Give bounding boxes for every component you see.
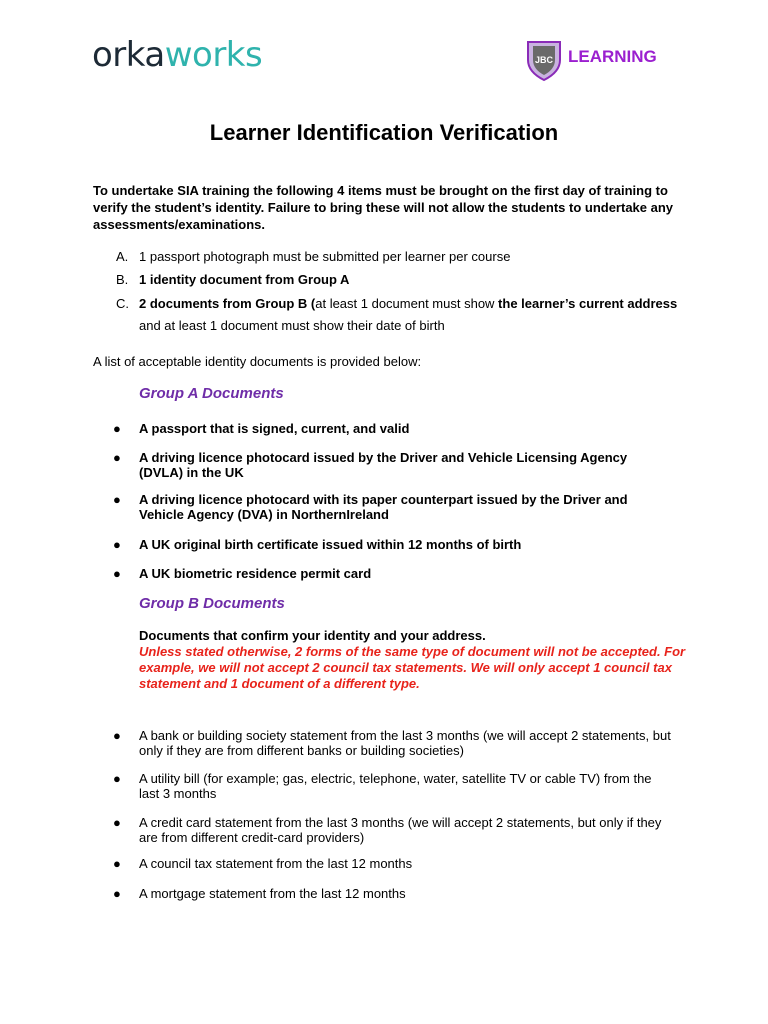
group-b-description [139,628,689,692]
requirement-text: and at least 1 document must show their date of birth [139,318,445,333]
group-a-heading: Group A Documents [139,385,284,402]
requirement-text: 2 documents from Group B (at least 1 document must show the learner’s current address [139,296,678,311]
requirement-text: 1 passport photograph must be submitted per learner per course [139,249,511,264]
bullet-icon: ● [113,450,121,465]
group-b-warning: Unless stated otherwise, 2 forms of the same type of document will not be accepted. For example, we will not accept 2 council tax statements. We will only accept 1 council tax statement and 1 document of a different type. [139,644,686,691]
page-title: Learner Identification Verification [209,120,559,145]
logo-orka-text: orka [92,35,165,75]
group-b-subtitle: Documents that confirm your identity and your address. [139,628,486,643]
requirement-letter: A. [116,249,129,264]
logo-learning-text: LEARNING [568,47,657,66]
intro-paragraph: To undertake SIA training the following 4 items must be brought on the first day of training to verify the student’s identity. Failure to bring these will not allow the students to undertake any assessments/examinations. [93,183,674,232]
orkaworks-logo [92,35,263,75]
badge-text: JBC [534,55,554,65]
requirement-letter: B. [116,272,129,287]
jbc-shield-icon [524,38,564,82]
bullet-icon: ● [113,566,121,581]
bullet-icon: ● [113,771,121,786]
bullet-icon: ● [113,815,121,830]
group-b-heading: Group B Documents [139,595,285,612]
bullet-icon: ● [113,537,121,552]
requirement-text: 1 identity document from Group A [139,272,350,287]
bullet-icon: ● [113,421,121,436]
bullet-icon: ● [113,886,121,901]
bullet-icon: ● [113,492,121,507]
bullet-icon: ● [113,728,121,743]
bullet-icon: ● [113,856,121,871]
jbc-learning-logo [524,38,664,82]
list-intro: A list of acceptable identity documents is provided below: [93,354,422,369]
requirement-letter: C. [116,296,129,311]
logo-works-text: works [164,35,263,75]
